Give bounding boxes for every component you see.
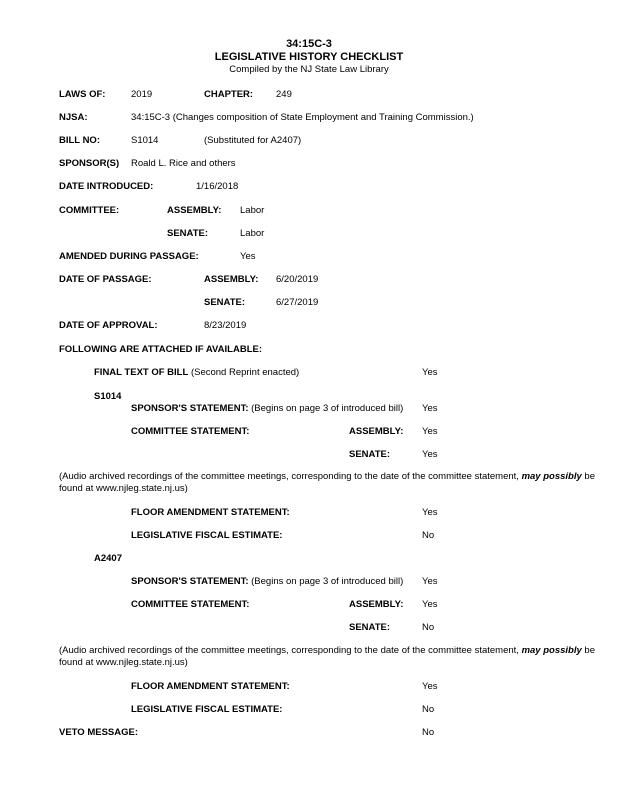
a2407-sponsor-value: Yes [422,576,438,587]
date-introduced-value: 1/16/2018 [196,181,239,192]
committee-label: COMMITTEE: [59,205,120,216]
audio-note-s1014: (Audio archived recordings of the committee meetings, corresponding to the date of the committee statement, may possibly be found at www.njleg.state.nj.us) [59,471,595,494]
s1014-floor-label: FLOOR AMENDMENT STATEMENT: [131,507,290,518]
s1014-fiscal-value: No [422,530,435,541]
page-title: LEGISLATIVE HISTORY CHECKLIST [214,51,404,63]
compiled-by: Compiled by the NJ State Law Library [229,64,389,75]
amended-value: Yes [240,251,256,262]
bill-no-label: BILL NO: [59,135,100,146]
s1014-sponsor-label: SPONSOR'S STATEMENT: [131,403,249,414]
final-text-note: (Second Reprint enacted) [190,367,300,378]
njsa-label: NJSA: [59,112,88,123]
passage-label: DATE OF PASSAGE: [59,274,152,285]
amended-label: AMENDED DURING PASSAGE: [59,251,199,262]
s1014-sponsor-row [131,403,403,414]
audio-note-a2407: (Audio archived recordings of the committee meetings, corresponding to the date of the committee statement, may possibly be found at www.njleg.state.nj.us) [59,645,595,668]
a2407-sponsor-note: (Begins on page 3 of introduced bill) [251,576,404,587]
s1014-heading: S1014 [94,391,122,402]
a2407-sponsor-row [131,576,403,587]
sponsors-value: Roald L. Rice and others [131,158,236,169]
a2407-floor-value: Yes [422,681,438,692]
s1014-sponsor-value: Yes [422,403,438,414]
laws-of-value: 2019 [131,89,153,100]
a2407-assembly-label: ASSEMBLY: [349,599,404,610]
s1014-senate-label: SENATE: [349,449,390,460]
a2407-fiscal-label: LEGISLATIVE FISCAL ESTIMATE: [131,704,283,715]
s1014-assembly-value: Yes [422,426,438,437]
njsa-value: 34:15C-3 (Changes composition of State Employment and Training Commission.) [131,112,474,123]
attached-heading: FOLLOWING ARE ATTACHED IF AVAILABLE: [59,344,262,355]
a2407-fiscal-value: No [422,704,435,715]
laws-of-label: LAWS OF: [59,89,106,100]
a2407-committee-label: COMMITTEE STATEMENT: [131,599,250,610]
a2407-heading: A2407 [94,553,122,564]
statute-number: 34:15C-3 [286,38,332,50]
sponsors-label: SPONSOR(S) [59,158,120,169]
chapter-value: 249 [276,89,292,100]
s1014-senate-value: Yes [422,449,438,460]
committee-senate-value: Labor [240,228,265,239]
date-introduced-label: DATE INTRODUCED: [59,181,154,192]
committee-assembly-value: Labor [240,205,265,216]
passage-assembly-value: 6/20/2019 [276,274,319,285]
a2407-senate-label: SENATE: [349,622,390,633]
s1014-fiscal-label: LEGISLATIVE FISCAL ESTIMATE: [131,530,283,541]
s1014-committee-label: COMMITTEE STATEMENT: [131,426,250,437]
a2407-assembly-value: Yes [422,599,438,610]
final-text-label: FINAL TEXT OF BILL [94,367,189,378]
committee-senate-label: SENATE: [167,228,208,239]
chapter-label: CHAPTER: [204,89,254,100]
approval-value: 8/23/2019 [204,320,247,331]
a2407-sponsor-label: SPONSOR'S STATEMENT: [131,576,249,587]
bill-no-value: S1014 [131,135,159,146]
final-text-value: Yes [422,367,438,378]
a2407-floor-label: FLOOR AMENDMENT STATEMENT: [131,681,290,692]
passage-senate-value: 6/27/2019 [276,297,319,308]
bill-no-note: (Substituted for A2407) [204,135,302,146]
committee-assembly-label: ASSEMBLY: [167,205,222,216]
s1014-floor-value: Yes [422,507,438,518]
s1014-sponsor-note: (Begins on page 3 of introduced bill) [251,403,404,414]
passage-assembly-label: ASSEMBLY: [204,274,259,285]
final-text-row [94,367,299,378]
passage-senate-label: SENATE: [204,297,245,308]
veto-value: No [422,727,435,738]
veto-label: VETO MESSAGE: [59,727,139,738]
approval-label: DATE OF APPROVAL: [59,320,158,331]
a2407-senate-value: No [422,622,435,633]
s1014-assembly-label: ASSEMBLY: [349,426,404,437]
